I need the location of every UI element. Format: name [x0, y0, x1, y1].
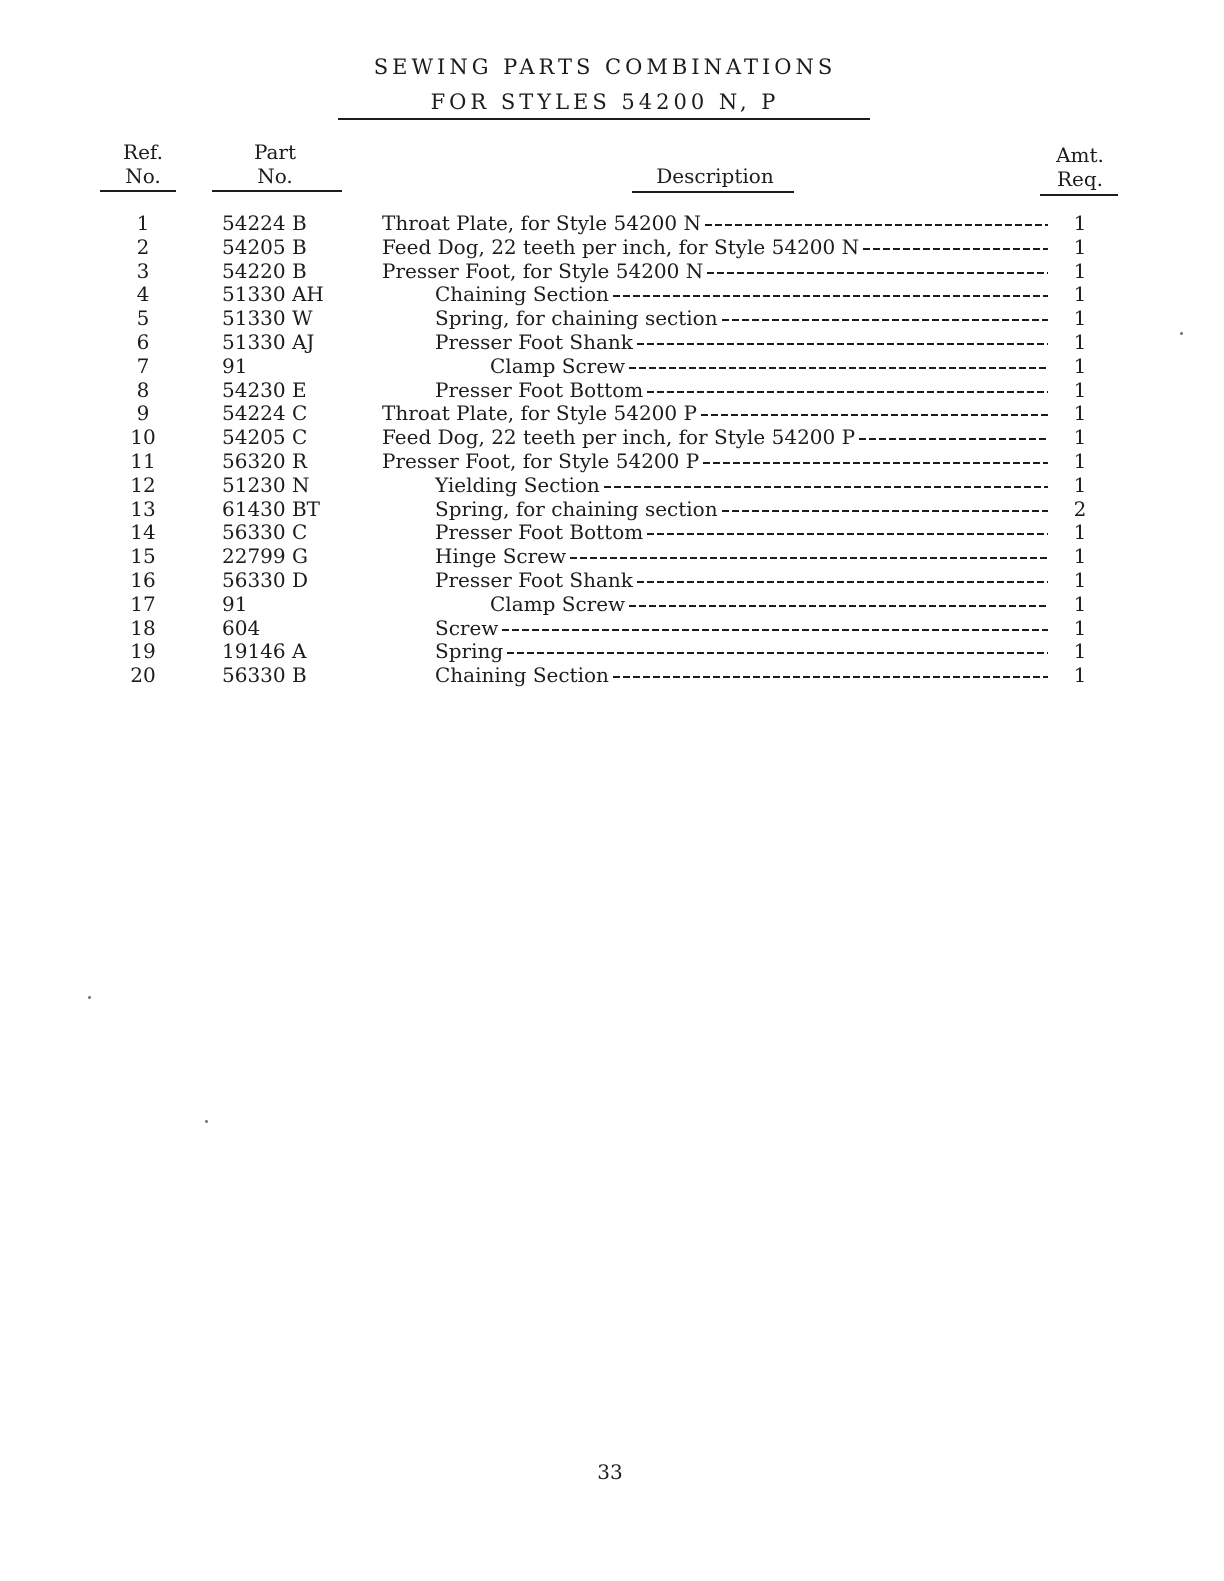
description-text: Clamp Screw — [490, 353, 626, 378]
description-cell — [490, 592, 1048, 616]
amount-cell: 1 — [1073, 544, 1087, 569]
table-row — [0, 235, 1224, 259]
table-row — [0, 282, 1224, 306]
part-no-cell: 51330 W — [222, 306, 313, 331]
description-cell — [435, 378, 1048, 402]
part-no-cell: 604 — [222, 615, 261, 640]
amount-cell: 1 — [1073, 449, 1087, 473]
description-cell — [435, 616, 1048, 640]
description-text: Chaining Section — [435, 282, 609, 307]
amount-cell: 1 — [1073, 353, 1087, 378]
header-amt-req — [1040, 143, 1120, 191]
table-row — [0, 544, 1224, 568]
part-no-cell: 22799 G — [222, 544, 308, 569]
scan-speck — [205, 1120, 208, 1123]
description-text: Presser Foot Bottom — [435, 377, 644, 402]
ref-no-cell: 4 — [136, 282, 150, 307]
description-cell — [382, 259, 1048, 283]
ref-no-cell: 2 — [136, 234, 150, 259]
dash-leader — [705, 224, 1048, 226]
ref-no-cell: 14 — [130, 520, 156, 545]
description-cell — [382, 449, 1048, 473]
header-ref-no — [100, 140, 186, 188]
part-no-cell: 51330 AJ — [222, 330, 315, 354]
amount-cell: 1 — [1073, 663, 1087, 688]
dash-leader — [647, 391, 1048, 393]
dash-leader — [613, 676, 1048, 678]
dash-leader — [722, 319, 1048, 321]
header-part-underline — [212, 190, 342, 192]
description-cell — [435, 497, 1048, 521]
amount-cell: 1 — [1073, 472, 1087, 497]
ref-no-cell: 19 — [130, 639, 156, 664]
table-row — [0, 425, 1224, 449]
dash-leader — [629, 367, 1048, 369]
part-no-cell: 56330 B — [222, 663, 307, 688]
amount-cell: 1 — [1073, 639, 1087, 664]
ref-no-cell: 13 — [130, 496, 156, 521]
amount-cell: 1 — [1073, 568, 1087, 592]
description-cell — [382, 235, 1048, 259]
scan-speck — [88, 996, 91, 999]
description-text: Throat Plate, for Style 54200 P — [382, 401, 697, 426]
description-text: Clamp Screw — [490, 591, 626, 616]
amount-cell: 1 — [1073, 330, 1087, 354]
description-cell — [382, 211, 1048, 235]
header-part-line2: No. — [257, 164, 293, 188]
dash-leader — [707, 272, 1048, 274]
amount-cell: 1 — [1073, 211, 1087, 235]
table-row — [0, 259, 1224, 283]
dash-leader — [863, 248, 1048, 250]
dash-leader — [570, 557, 1048, 559]
header-amt-line2: Req. — [1056, 167, 1104, 191]
header-part-line1: Part — [253, 140, 297, 164]
part-no-cell: 54224 C — [222, 401, 308, 426]
dash-leader — [703, 462, 1048, 464]
ref-no-cell: 8 — [136, 377, 150, 402]
amount-cell: 1 — [1073, 306, 1087, 331]
amount-cell: 1 — [1073, 425, 1087, 450]
document-title: SEWING PARTS COMBINATIONS — [373, 55, 837, 79]
table-row — [0, 616, 1224, 640]
dash-leader — [507, 652, 1048, 654]
table-row — [0, 211, 1224, 235]
description-text: Spring, for chaining section — [435, 496, 718, 521]
part-no-cell: 54230 E — [222, 377, 307, 402]
table-row — [0, 568, 1224, 592]
description-text: Feed Dog, 22 teeth per inch, for Style 54200 P — [382, 425, 856, 450]
header-description: Description — [656, 164, 774, 188]
amount-cell: 1 — [1073, 377, 1087, 402]
dash-leader — [629, 605, 1048, 607]
ref-no-cell: 18 — [130, 615, 156, 640]
ref-no-cell: 17 — [130, 591, 156, 616]
ref-no-cell: 12 — [130, 472, 156, 497]
ref-no-cell: 3 — [136, 258, 150, 283]
dash-leader — [859, 438, 1048, 440]
part-no-cell: 54205 B — [222, 234, 307, 259]
dash-leader — [647, 533, 1048, 535]
table-row — [0, 520, 1224, 544]
description-cell — [435, 544, 1048, 568]
amount-cell: 1 — [1073, 520, 1087, 545]
ref-no-cell: 11 — [130, 449, 156, 473]
description-cell — [435, 330, 1048, 354]
header-description-underline — [632, 191, 794, 193]
description-cell — [435, 639, 1048, 663]
table-row — [0, 592, 1224, 616]
part-no-cell: 19146 A — [222, 639, 307, 664]
ref-no-cell: 6 — [136, 330, 150, 354]
table-row — [0, 639, 1224, 663]
part-no-cell: 54205 C — [222, 425, 308, 450]
description-text: Presser Foot Shank — [435, 568, 633, 592]
description-cell — [435, 568, 1048, 592]
header-ref-line1: Ref. — [123, 140, 163, 164]
part-no-cell: 61430 BT — [222, 496, 321, 521]
description-text: Yielding Section — [435, 472, 600, 497]
ref-no-cell: 7 — [136, 353, 150, 378]
dash-leader — [604, 486, 1048, 488]
part-no-cell: 54220 B — [222, 258, 307, 283]
part-no-cell: 51330 AH — [222, 282, 324, 307]
table-row — [0, 378, 1224, 402]
description-text: Spring — [435, 639, 504, 664]
document-subtitle: FOR STYLES 54200 N, P — [430, 90, 780, 114]
header-amt-line1: Amt. — [1056, 143, 1104, 167]
header-ref-underline — [100, 190, 176, 192]
description-text: Hinge Screw — [435, 544, 567, 569]
table-row — [0, 354, 1224, 378]
scan-speck — [1180, 332, 1183, 335]
dash-leader — [701, 414, 1048, 416]
description-cell — [435, 306, 1048, 330]
description-text: Throat Plate, for Style 54200 N — [382, 211, 701, 235]
dash-leader — [502, 629, 1048, 631]
table-row — [0, 449, 1224, 473]
dash-leader — [722, 510, 1048, 512]
amount-cell: 1 — [1073, 258, 1087, 283]
table-row — [0, 473, 1224, 497]
description-text: Presser Foot Shank — [435, 330, 633, 354]
amount-cell: 1 — [1073, 234, 1087, 259]
description-text: Spring, for chaining section — [435, 306, 718, 331]
description-cell — [382, 401, 1048, 425]
table-row — [0, 330, 1224, 354]
amount-cell: 1 — [1073, 615, 1087, 640]
description-cell — [490, 354, 1048, 378]
amount-cell: 2 — [1073, 496, 1087, 521]
description-text: Presser Foot, for Style 54200 N — [382, 258, 704, 283]
description-cell — [435, 473, 1048, 497]
part-no-cell: 54224 B — [222, 211, 307, 235]
description-text: Presser Foot, for Style 54200 P — [382, 449, 700, 473]
part-no-cell: 91 — [222, 591, 248, 616]
table-row — [0, 401, 1224, 425]
header-part-no — [212, 140, 338, 188]
description-text: Chaining Section — [435, 663, 609, 688]
ref-no-cell: 9 — [136, 401, 150, 426]
table-row — [0, 497, 1224, 521]
part-no-cell: 51230 N — [222, 472, 310, 497]
title-underline — [338, 118, 870, 120]
dash-leader — [637, 343, 1048, 345]
part-no-cell: 56320 R — [222, 449, 308, 473]
part-no-cell: 56330 D — [222, 568, 309, 592]
ref-no-cell: 1 — [136, 211, 150, 235]
amount-cell: 1 — [1073, 401, 1087, 426]
table-row — [0, 306, 1224, 330]
ref-no-cell: 20 — [130, 663, 156, 688]
description-cell — [435, 282, 1048, 306]
ref-no-cell: 10 — [130, 425, 156, 450]
description-cell — [435, 520, 1048, 544]
header-amt-underline — [1040, 194, 1118, 196]
description-cell — [435, 663, 1048, 687]
dash-leader — [613, 295, 1048, 297]
header-ref-line2: No. — [125, 164, 161, 188]
description-text: Screw — [435, 615, 499, 640]
page-number: 33 — [597, 1460, 623, 1484]
dash-leader — [637, 581, 1048, 583]
ref-no-cell: 5 — [136, 306, 150, 331]
ref-no-cell: 16 — [130, 568, 156, 592]
amount-cell: 1 — [1073, 282, 1087, 307]
amount-cell: 1 — [1073, 591, 1087, 616]
part-no-cell: 91 — [222, 353, 248, 378]
table-row — [0, 663, 1224, 687]
description-cell — [382, 425, 1048, 449]
ref-no-cell: 15 — [130, 544, 156, 569]
description-text: Presser Foot Bottom — [435, 520, 644, 545]
part-no-cell: 56330 C — [222, 520, 308, 545]
description-text: Feed Dog, 22 teeth per inch, for Style 54200 N — [382, 234, 860, 259]
